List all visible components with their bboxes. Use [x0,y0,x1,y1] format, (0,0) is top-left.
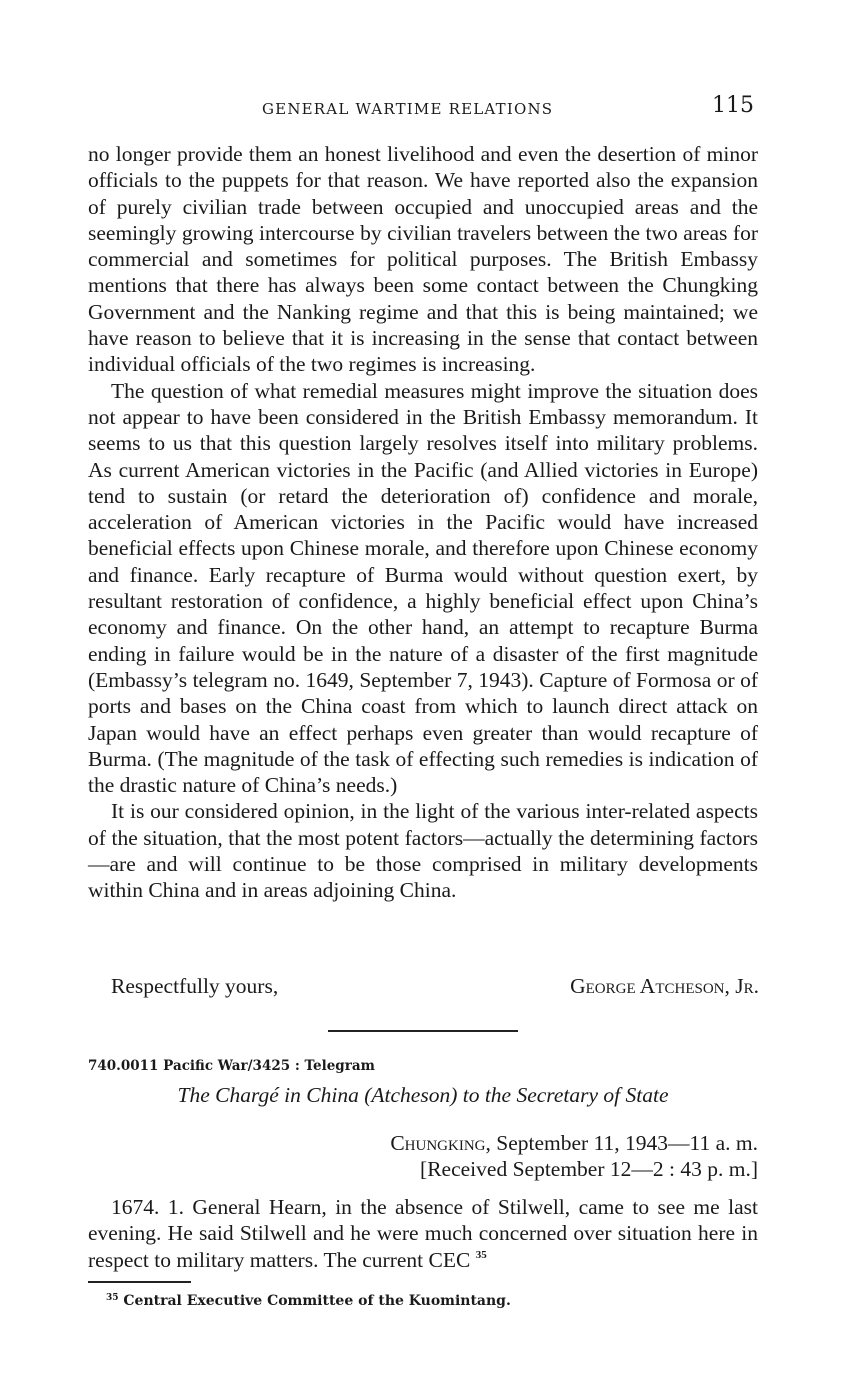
received-line: [Received September 12—2 : 43 p. m.] [420,1157,758,1181]
footnote-text: Central Executive Committee of the Kuomintang. [118,1293,511,1309]
running-title: GENERAL WARTIME RELATIONS [262,100,554,118]
paragraph-remedial-measures: The question of what remedial measures might improve the situation does not appear to have been considered in the British Embassy memorandum. It seems to us that this question largely resolves itself into military problems. As current American victories in the Pacific (and Allied victories in Europe) tend to sustain (or retard the deterioration of) confidence and morale, acceleration of American victories in the Pacific would have increased beneficial effects upon Chinese morale, and therefore upon Chinese economy and finance. Early recapture of Burma would without question exert, by resultant restoration of confidence, a highly beneficial effect upon China’s economy and finance. On the other hand, an attempt to recapture Burma ending in failure would be in the nature of a disaster of the first magnitude (Embassy’s telegram no. 1649, September 7, 1943). Capture of Formosa or of ports and bases on the China coast from which to launch direct attack on Japan would have an effect perhaps even greater than would recapture of Burma. (The magnitude of the task of effecting such remedies is indication of the drastic nature of China’s needs.) [88,378,758,798]
signature: George Atcheson, Jr. [570,974,759,998]
telegram-paragraph [88,1194,758,1273]
page-number: 115 [712,93,754,118]
section-divider [328,1030,518,1032]
paragraph-considered-opinion: It is our considered opinion, in the light of the various inter-related aspects of the situation, that the most potent factors—actually the determining factors—are and will continue to be those comprised in military developments within China and in areas adjoining China. [88,799,758,903]
sent-line [390,1130,758,1156]
place: Chungking, [390,1131,491,1155]
file-number: 740.0011 Pacific War/3425 : Telegram [88,1058,375,1074]
complimentary-close: Respectfully yours, [111,974,279,998]
telegram-body [88,1194,758,1273]
date-sent: September 11, 1943—11 a. m. [490,1131,758,1155]
telegram-text: 1674. 1. General Hearn, in the absence of Stilwell, came to see me last evening. He said Stilwell and he were much concerned over situation here in respect to military matters. The current CEC [88,1195,758,1272]
letter-closing [111,973,759,999]
footnote-marker: 35 [106,1293,119,1303]
document-heading: The Chargé in China (Atcheson) to the Secretary of State [177,1083,669,1107]
dateline [390,1130,758,1182]
footnote [106,1293,511,1309]
letter-body [88,141,758,904]
footnote-rule [88,1281,191,1283]
paragraph-continuation: no longer provide them an honest livelihood and even the desertion of minor officials to the puppets for that reason. We have reported also the expansion of purely civilian trade between occupied and unoccupied areas and the seemingly growing intercourse by civilian travelers between the two areas for commercial and sometimes for political purposes. The British Embassy mentions that there has always been some contact between the Chungking Government and the Nanking regime and that this is being maintained; we have reason to believe that it is increasing in the sense that contact between individual officials of the two regimes is increasing. [88,142,758,377]
footnote-reference[interactable]: 35 [475,1248,487,1261]
